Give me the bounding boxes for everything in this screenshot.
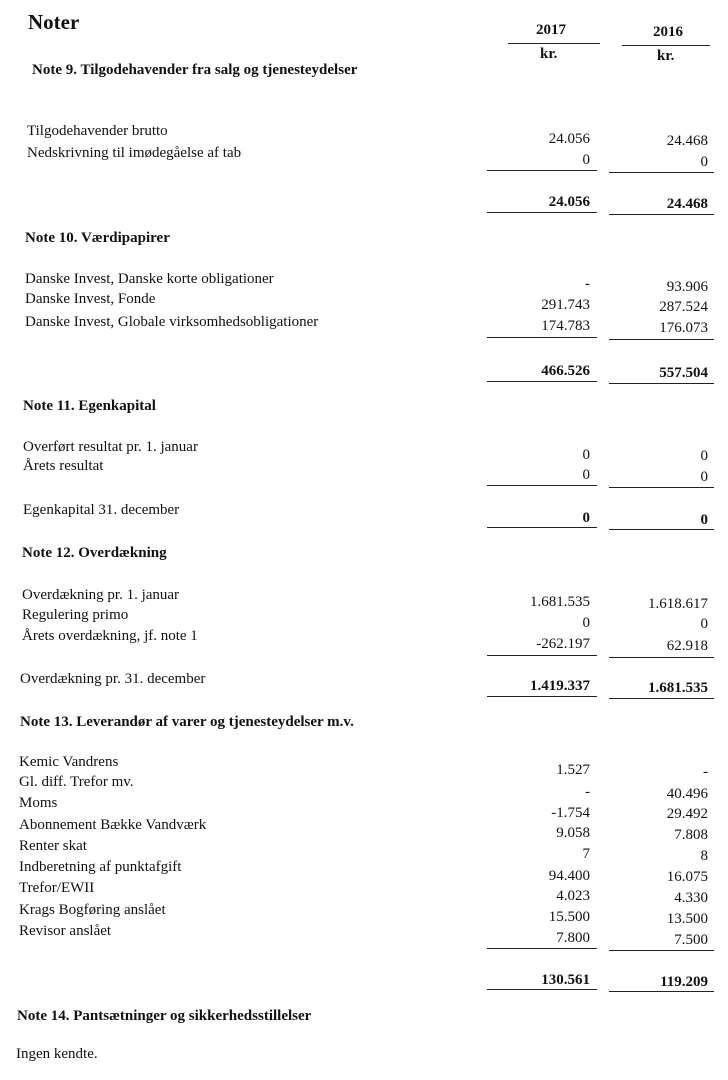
note-12-heading: Note 12. Overdækning (22, 545, 167, 561)
note-13-row-value-2017: 7 (582, 846, 590, 862)
note-13-row-value-2016: 7.500 (674, 932, 708, 948)
note-9-total-rule (609, 214, 714, 215)
note-13-total-rule (487, 989, 597, 990)
note-12-row-value-2017: -262.197 (536, 636, 590, 652)
note-9-total-2016: 24.468 (666, 196, 708, 212)
note-10-row-value-2016: 176.073 (659, 320, 708, 336)
note-13-total-2016: 119.209 (660, 974, 708, 990)
column-unit-2017: kr. (540, 46, 558, 62)
note-12-row-label: Regulering primo (22, 607, 129, 623)
note-10-total-2016: 557.504 (659, 365, 708, 381)
note-12-total-2017: 1.419.337 (530, 678, 590, 694)
note-12-row-value-2016: 0 (700, 616, 708, 632)
note-13-heading: Note 13. Leverandør af varer og tjenesteydelser m.v. (20, 714, 354, 730)
note-9-row-label: Tilgodehavender brutto (27, 123, 168, 139)
note-10-row-value-2017: 291.743 (541, 297, 590, 313)
note-13-row-value-2017: - (585, 784, 590, 800)
note-13-row-value-2017: 4.023 (556, 888, 590, 904)
note-12-total-label: Overdækning pr. 31. december (20, 671, 206, 687)
note-10-row-value-2016: 287.524 (659, 299, 708, 315)
note-10-subtotal-rule (609, 339, 714, 340)
note-10-total-2017: 466.526 (541, 363, 590, 379)
note-12-total-rule (487, 696, 597, 697)
note-10-heading: Note 10. Værdipapirer (25, 230, 170, 246)
note-14-text: Ingen kendte. (16, 1046, 98, 1062)
note-13-row-value-2017: -1.754 (551, 805, 590, 821)
note-9-subtotal-rule (609, 172, 714, 173)
note-11-total-2016: 0 (700, 512, 708, 528)
note-11-subtotal-rule (487, 485, 597, 486)
column-year-2017: 2017 (536, 22, 566, 38)
note-12-subtotal-rule (487, 655, 597, 656)
note-12-subtotal-rule (609, 657, 714, 658)
note-13-row-label: Gl. diff. Trefor mv. (19, 774, 134, 790)
note-13-row-value-2017: 9.058 (556, 825, 590, 841)
note-14-heading: Note 14. Pantsætninger og sikkerhedsstillelser (17, 1008, 312, 1024)
page-title: Noter (28, 10, 80, 34)
note-12-row-value-2017: 1.681.535 (530, 594, 590, 610)
note-11-row-value-2016: 0 (700, 448, 708, 464)
column-year-2016: 2016 (653, 24, 683, 40)
note-11-total-label: Egenkapital 31. december (23, 502, 180, 518)
note-13-total-rule (609, 991, 714, 992)
note-10-row-value-2016: 93.906 (666, 279, 708, 295)
note-12-row-label: Overdækning pr. 1. januar (22, 587, 180, 603)
note-11-total-2017: 0 (582, 510, 590, 526)
note-9-row-value-2016: 24.468 (666, 133, 708, 149)
note-11-row-label: Årets resultat (23, 458, 104, 474)
note-13-row-value-2016: 40.496 (666, 786, 708, 802)
note-13-row-value-2016: - (703, 764, 708, 780)
note-13-subtotal-rule (487, 948, 597, 949)
note-13-row-value-2017: 1.527 (556, 762, 590, 778)
note-13-row-label: Krags Bogføring anslået (19, 902, 166, 918)
note-9-heading: Note 9. Tilgodehavender fra salg og tjenesteydelser (32, 62, 358, 78)
note-13-row-value-2016: 13.500 (666, 911, 708, 927)
note-11-subtotal-rule (609, 487, 714, 488)
note-11-row-value-2017: 0 (582, 467, 590, 483)
note-10-total-rule (609, 383, 714, 384)
column-rule-2017 (508, 43, 600, 44)
note-12-row-value-2016: 62.918 (666, 638, 708, 654)
note-13-row-label: Kemic Vandrens (19, 754, 119, 770)
note-9-total-2017: 24.056 (548, 194, 590, 210)
note-12-row-label: Årets overdækning, jf. note 1 (22, 628, 198, 644)
note-13-subtotal-rule (609, 950, 714, 951)
note-11-row-value-2016: 0 (700, 469, 708, 485)
note-13-row-label: Renter skat (19, 838, 87, 854)
note-9-row-value-2017: 0 (582, 152, 590, 168)
note-12-row-value-2016: 1.618.617 (648, 596, 708, 612)
note-13-row-value-2016: 16.075 (666, 869, 708, 885)
note-11-row-label: Overført resultat pr. 1. januar (23, 439, 198, 455)
note-10-row-label: Danske Invest, Globale virksomhedsobligationer (25, 314, 319, 330)
note-11-total-rule (487, 527, 597, 528)
column-unit-2016: kr. (657, 48, 675, 64)
note-9-row-label: Nedskrivning til imødegåelse af tab (27, 145, 242, 161)
note-13-row-label: Moms (19, 795, 58, 811)
note-13-row-value-2016: 4.330 (674, 890, 708, 906)
note-13-row-label: Trefor/EWII (19, 880, 95, 896)
note-9-row-value-2017: 24.056 (548, 131, 590, 147)
note-12-total-rule (609, 698, 714, 699)
note-13-row-value-2016: 8 (700, 848, 708, 864)
note-10-row-value-2017: 174.783 (541, 318, 590, 334)
note-9-row-value-2016: 0 (700, 154, 708, 170)
note-13-row-label: Indberetning af punktafgift (19, 859, 182, 875)
note-13-row-value-2016: 7.808 (674, 827, 708, 843)
note-10-row-label: Danske Invest, Danske korte obligationer (25, 271, 274, 287)
note-10-subtotal-rule (487, 337, 597, 338)
note-10-row-label: Danske Invest, Fonde (25, 291, 156, 307)
note-12-total-2016: 1.681.535 (648, 680, 708, 696)
note-13-total-2017: 130.561 (541, 972, 590, 988)
column-rule-2016 (622, 45, 710, 46)
note-10-row-value-2017: - (585, 276, 590, 292)
note-12-row-value-2017: 0 (582, 615, 590, 631)
note-9-subtotal-rule (487, 170, 597, 171)
note-11-row-value-2017: 0 (582, 447, 590, 463)
note-10-total-rule (487, 381, 597, 382)
note-13-row-value-2017: 15.500 (548, 909, 590, 925)
note-11-total-rule (609, 529, 714, 530)
note-13-row-value-2016: 29.492 (666, 806, 708, 822)
note-13-row-value-2017: 94.400 (548, 868, 590, 884)
note-9-total-rule (487, 212, 597, 213)
note-13-row-label: Abonnement Bække Vandværk (19, 817, 207, 833)
note-11-heading: Note 11. Egenkapital (23, 398, 156, 414)
note-13-row-label: Revisor anslået (19, 923, 112, 939)
note-13-row-value-2017: 7.800 (556, 930, 590, 946)
